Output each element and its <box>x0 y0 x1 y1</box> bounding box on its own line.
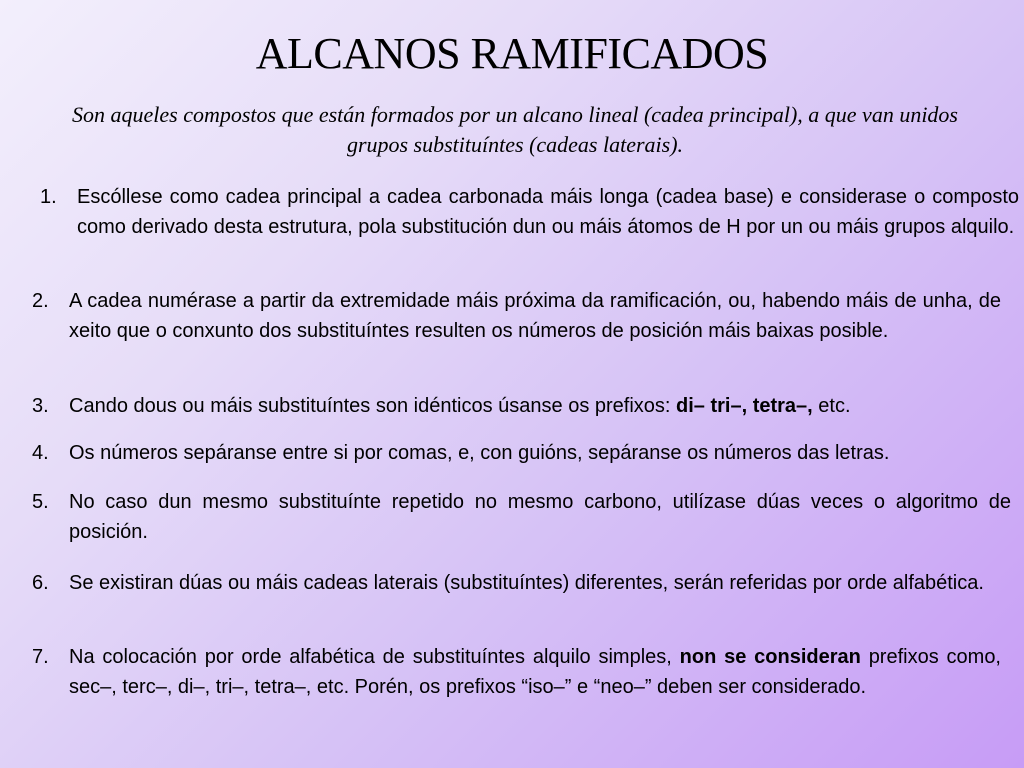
rule-number: 5. <box>32 491 49 513</box>
rule-item-6 <box>32 568 1001 598</box>
rule-item-7 <box>32 642 1001 702</box>
rule-item-2 <box>32 286 1001 346</box>
rule-number: 3. <box>32 395 49 417</box>
rule-text-bold: non se consideran <box>679 646 861 668</box>
rule-text: No caso dun mesmo substituínte repetido no mesmo carbono, utilízase dúas veces o algoritmo de posición. <box>69 491 1011 543</box>
rule-text <box>69 391 1001 421</box>
rule-number: 7. <box>32 646 49 668</box>
slide-title: ALCANOS RAMIFICADOS <box>255 29 769 78</box>
rule-item-5 <box>32 487 1011 547</box>
rule-text-part: Na colocación por orde alfabética de substituíntes alquilo simples, <box>69 646 680 668</box>
rule-text-bold: di– tri–, tetra–, <box>676 395 813 417</box>
rule-text: Se existiran dúas ou máis cadeas laterais (substituíntes) diferentes, serán referidas por orde alfabética. <box>69 572 984 594</box>
rule-text <box>69 642 1001 702</box>
rule-text-part: etc. <box>812 395 851 417</box>
rule-text-part: prefixos como, sec–, terc–, di–, tri–, tetra–, etc. Porén, os prefixos “iso–” e “neo–” deben ser considerado. <box>69 646 1001 698</box>
rule-text-part: Cando dous ou máis substituíntes son idénticos úsanse os prefixos: <box>69 395 677 417</box>
rule-number: 6. <box>32 572 49 594</box>
rule-item-1 <box>40 182 1019 242</box>
rule-item-4 <box>32 438 1001 468</box>
rule-text: Os números sepáranse entre si por comas, e, con guións, sepáranse os números das letras. <box>69 442 890 464</box>
rule-text: A cadea numérase a partir da extremidade máis próxima da ramificación, ou, habendo máis de unha, de xeito que o conxunto dos substituíntes resulten os números de posición máis baixas posible. <box>69 290 1001 342</box>
slide-subtitle: Son aqueles compostos que están formados por un alcano lineal (cadea principal), a que van unidos grupos substituíntes (cadeas laterais). <box>71 102 958 157</box>
rule-number: 2. <box>32 290 49 312</box>
rule-number: 4. <box>32 442 49 464</box>
rule-item-3 <box>32 391 1001 421</box>
rule-number: 1. <box>40 186 57 208</box>
rule-text: Escóllese como cadea principal a cadea carbonada máis longa (cadea base) e considerase o composto como derivado desta estrutura, pola substitución dun ou máis átomos de H por un ou máis grupos alquilo. <box>77 186 1019 238</box>
